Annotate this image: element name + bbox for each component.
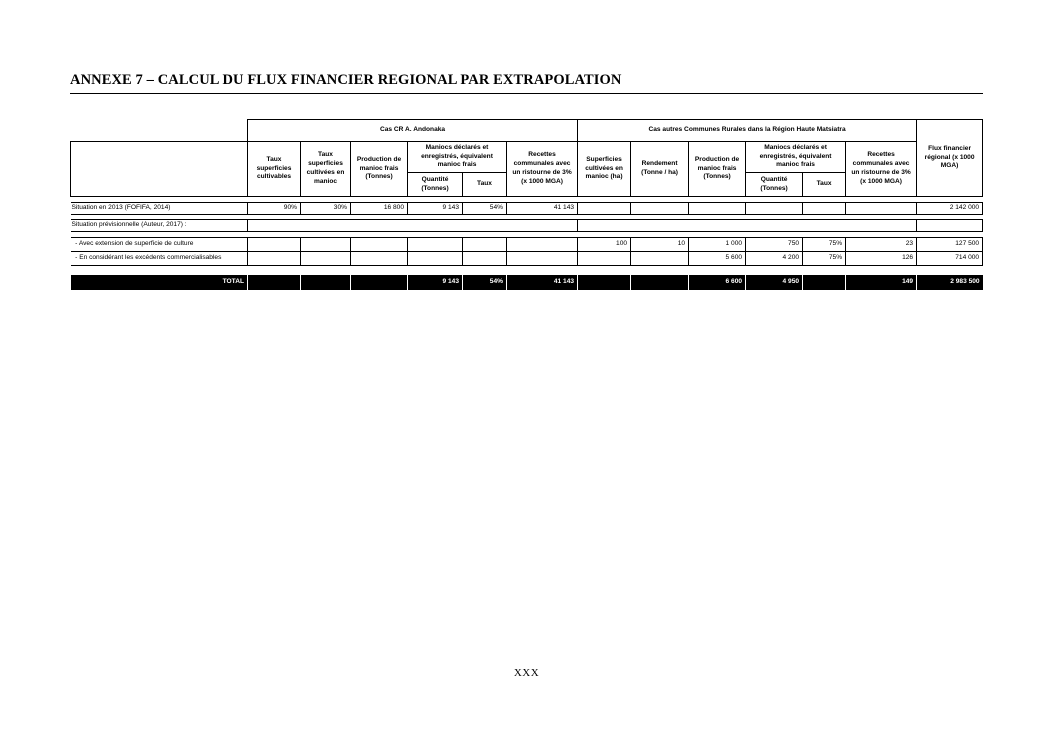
cell-empty (578, 252, 631, 266)
cell-empty (301, 252, 351, 266)
cell-flux-excedents: 714 000 (917, 252, 983, 266)
cell-recettes-excedents: 126 (846, 252, 917, 266)
header-taux-superficies-manioc: Taux superficies cultivées en manioc (301, 142, 351, 197)
row-label-previsionnelle: Situation prévisionnelle (Auteur, 2017) : (71, 220, 248, 232)
header-production-cr: Production de manioc frais (Tonnes) (351, 142, 408, 197)
row-label-extension: - Avec extension de superficie de culture (71, 238, 248, 252)
table-row-previsionnelle (71, 220, 983, 232)
cell-empty (248, 220, 578, 232)
cell-superficies-extension: 100 (578, 238, 631, 252)
cell-total-production-autres: 6 600 (689, 275, 746, 290)
cell-empty (803, 275, 846, 290)
header-quantite-autres: Quantité (Tonnes) (746, 173, 803, 197)
cell-empty (917, 220, 983, 232)
cell-quantite-excedents: 4 200 (746, 252, 803, 266)
cell-total-recettes-autres: 149 (846, 275, 917, 290)
cell-production-excedents: 5 600 (689, 252, 746, 266)
row-label-excedents: - En considérant les excédents commercialisables (71, 252, 248, 266)
cell-empty (301, 275, 351, 290)
cell-total-recettes-cr: 41 143 (507, 275, 578, 290)
header-recettes-autres: Recettes communales avec un ristourne de 3% (x 1000 MGA) (846, 142, 917, 197)
group-header-cr: Cas CR A. Andonaka (248, 120, 578, 142)
group-header-autres: Cas autres Communes Rurales dans la Région Haute Matsiatra (578, 120, 917, 142)
page-number: XXX (513, 667, 540, 679)
cell-empty (248, 238, 301, 252)
header-superficies-cultivees: Superficies cultivées en manioc (ha) (578, 142, 631, 197)
table-row-extension (71, 238, 983, 252)
cell-empty (803, 203, 846, 215)
cell-rendement-extension: 10 (631, 238, 689, 252)
table-row-total (71, 275, 983, 290)
cell-empty (631, 252, 689, 266)
cell-total-taux-cr: 54% (463, 275, 507, 290)
cell-empty (507, 238, 578, 252)
header-maniocs-declares-cr: Maniocs déclarés et enregistrés, équivalent manioc frais (408, 142, 507, 173)
cell-production-extension: 1 000 (689, 238, 746, 252)
cell-total-flux: 2 983 500 (917, 275, 983, 290)
cell-empty (631, 275, 689, 290)
header-taux-superficies-cultivables: Taux superficies cultivables (248, 142, 301, 197)
header-recettes-cr: Recettes communales avec un ristourne de 3% (x 1000 MGA) (507, 142, 578, 197)
header-flux-financier: Flux financier régional (x 1000 MGA) (917, 120, 983, 197)
cell-taux-sup-manioc-2013: 30% (301, 203, 351, 215)
header-taux-cr: Taux (463, 173, 507, 197)
cell-flux-extension: 127 500 (917, 238, 983, 252)
header-production-autres: Production de manioc frais (Tonnes) (689, 142, 746, 197)
cell-empty (408, 238, 463, 252)
cell-empty (351, 275, 408, 290)
cell-recettes-extension: 23 (846, 238, 917, 252)
row-label-2013: Situation en 2013 (FOFIFA, 2014) (71, 203, 248, 215)
header-taux-autres: Taux (803, 173, 846, 197)
cell-production-cr-2013: 16 800 (351, 203, 408, 215)
header-label-cell (71, 142, 248, 197)
cell-empty (846, 203, 917, 215)
cell-empty (248, 252, 301, 266)
cell-empty (301, 238, 351, 252)
cell-quantite-cr-2013: 9 143 (408, 203, 463, 215)
cell-taux-cr-2013: 54% (463, 203, 507, 215)
cell-empty (463, 252, 507, 266)
cell-empty (578, 275, 631, 290)
table-row-excedents (71, 252, 983, 266)
cell-empty (578, 203, 631, 215)
cell-taux-sup-cult-2013: 90% (248, 203, 301, 215)
cell-empty (248, 275, 301, 290)
cell-empty (689, 203, 746, 215)
cell-total-quantite-cr: 9 143 (408, 275, 463, 290)
cell-empty (631, 203, 689, 215)
cell-empty (578, 220, 917, 232)
cell-empty (463, 238, 507, 252)
annex-title: ANNEXE 7 – CALCUL DU FLUX FINANCIER REGIONAL PAR EXTRAPOLATION (70, 72, 983, 94)
cell-total-quantite-autres: 4 950 (746, 275, 803, 290)
cell-recettes-cr-2013: 41 143 (507, 203, 578, 215)
header-maniocs-declares-autres: Maniocs déclarés et enregistrés, équivalent manioc frais (746, 142, 846, 173)
cell-empty (351, 252, 408, 266)
cell-empty (507, 252, 578, 266)
header-blank-cell (71, 120, 248, 142)
table-row-2013 (71, 203, 983, 215)
row-label-total: TOTAL (71, 275, 248, 290)
cell-empty (351, 238, 408, 252)
cell-taux-excedents: 75% (803, 252, 846, 266)
header-rendement: Rendement (Tonne / ha) (631, 142, 689, 197)
cell-empty (746, 203, 803, 215)
header-quantite-cr: Quantité (Tonnes) (408, 173, 463, 197)
cell-taux-extension: 75% (803, 238, 846, 252)
cell-empty (408, 252, 463, 266)
cell-quantite-extension: 750 (746, 238, 803, 252)
cell-flux-2013: 2 142 000 (917, 203, 983, 215)
financial-flow-table (70, 119, 983, 290)
